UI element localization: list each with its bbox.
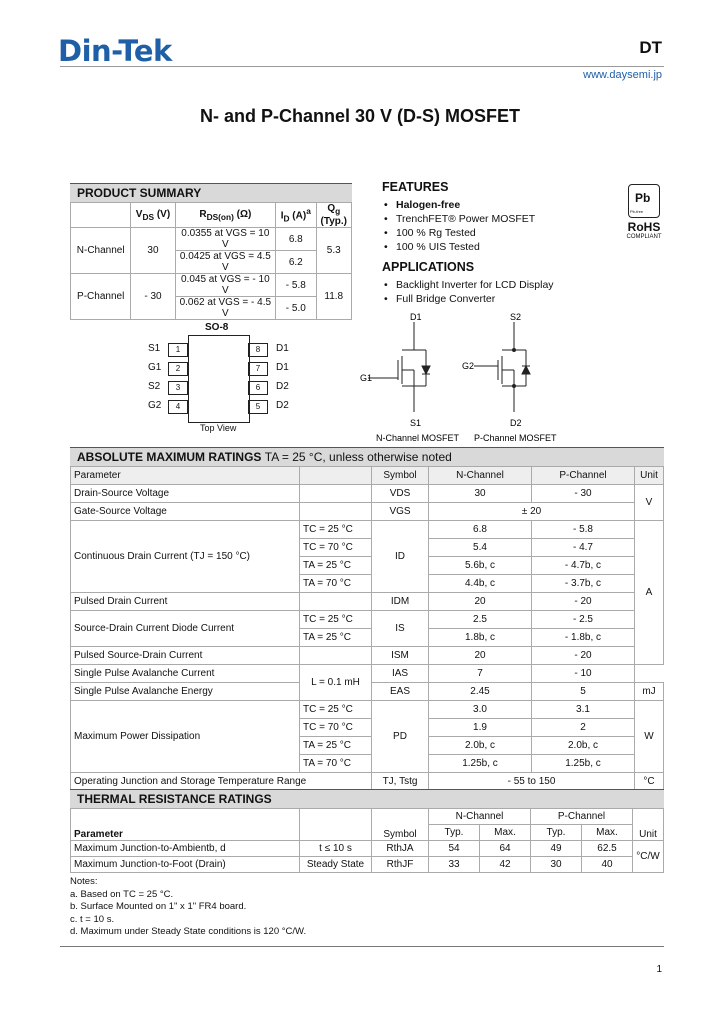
row-symbol: PD (372, 701, 429, 773)
row-unit: V (635, 485, 664, 521)
row-cond: t ≤ 10 s (300, 841, 372, 857)
row-value: 30 (531, 857, 582, 873)
row-param: Single Pulse Avalanche Energy (71, 683, 300, 701)
application-item: • Full Bridge Converter (382, 292, 602, 306)
p-channel-symbol (474, 322, 530, 412)
p-id1: - 5.8 (276, 274, 316, 297)
row-n: 5.6b, c (429, 557, 532, 575)
page-title: N- and P-Channel 30 V (D-S) MOSFET (199, 106, 521, 126)
mosfet-schematics (358, 308, 558, 444)
row-param: Single Pulse Avalanche Current (71, 665, 300, 683)
abs-max-heading (70, 447, 664, 466)
d1-label: D1 (410, 312, 422, 322)
notes (70, 876, 306, 939)
col-p-channel: P-Channel (531, 809, 633, 825)
product-summary-table (70, 202, 352, 320)
thermal-table (70, 808, 664, 873)
row-cond: TA = 25 °C (300, 557, 372, 575)
col-symbol: Symbol (372, 809, 429, 841)
col-p-channel: P-Channel (532, 467, 635, 485)
row-symbol: TJ, Tstg (372, 773, 429, 791)
p-channel-label: P-Channel (71, 274, 131, 320)
row-unit: A (635, 521, 664, 665)
g1-label: G1 (360, 373, 373, 383)
note-item: d. Maximum under Steady State conditions is 120 °C/W. (70, 926, 307, 937)
row-n: 20 (429, 593, 532, 611)
row-p: - 5.8 (532, 521, 635, 539)
pb-free-icon (628, 184, 660, 218)
features-section (382, 180, 602, 306)
p-rds1: 0.045 at VGS = - 10 V (175, 274, 275, 297)
row-cond: TC = 25 °C (300, 521, 372, 539)
row-n: 3.0 (429, 701, 532, 719)
n-rds2: 0.0425 at VGS = 4.5 V (175, 251, 275, 274)
pin-number: 8 (248, 343, 268, 357)
thermal-resistance (70, 789, 664, 873)
col-max: Max. (582, 825, 633, 841)
application-item: • Backlight Inverter for LCD Display (382, 278, 602, 292)
row-p: - 30 (532, 485, 635, 503)
s1-label: S1 (410, 418, 422, 428)
row-cond: TC = 70 °C (300, 539, 372, 557)
row-p: 3.1 (532, 701, 635, 719)
row-param: Maximum Junction-to-Foot (Drain) (71, 857, 300, 873)
col-id: $I_D$ $(A)^a$ (276, 203, 316, 228)
note-item: a. Based on TC = 25 °C. (70, 888, 174, 900)
pin-label: S1 (148, 343, 161, 354)
table-row (71, 857, 664, 873)
row-n: 30 (429, 485, 532, 503)
so8-package (140, 322, 300, 434)
col-max: Max. (480, 825, 531, 841)
row-param: Pulsed Drain Current (71, 593, 300, 611)
row-cond: TC = 70 °C (300, 719, 372, 737)
row-n: 2.0b, c (429, 737, 532, 755)
col-parameter: Parameter (71, 467, 300, 485)
row-param: Source-Drain Current Diode Current (71, 611, 300, 647)
d2-label: D2 (510, 418, 522, 428)
row-param: Operating Junction and Storage Temperature Range (71, 773, 372, 791)
pin-label: D2 (276, 400, 289, 411)
pin-label: D2 (276, 381, 289, 392)
row-n: 1.8b, c (429, 629, 532, 647)
row-param: Gate-Source Voltage (71, 503, 300, 521)
pin-number: 2 (168, 362, 188, 376)
row-value: 40 (582, 857, 633, 873)
row-cond: TC = 25 °C (300, 611, 372, 629)
row-p: - 20 (532, 647, 635, 665)
row-symbol: IDM (372, 593, 429, 611)
header-rule (60, 66, 664, 67)
package-body (188, 335, 250, 423)
row-p: - 4.7b, c (532, 557, 635, 575)
pin-label: S2 (148, 381, 161, 392)
page-number: 1 (656, 964, 662, 975)
row-value: 49 (531, 841, 582, 857)
p-rds2: 0.062 at VGS = - 4.5 V (175, 297, 275, 320)
col-n-channel: N-Channel (429, 809, 531, 825)
pin-number: 4 (168, 400, 188, 414)
note-item: b. Surface Mounted on 1" x 1" FR4 board. (70, 901, 247, 912)
col-symbol: Symbol (372, 467, 429, 485)
row-param: Pulsed Source-Drain Current (71, 647, 300, 665)
row-np: - 55 to 150 (429, 773, 635, 791)
col-rds: $R_{DS(on)}$ (Ω) (175, 203, 275, 228)
row-cond: TC = 25 °C (300, 701, 372, 719)
rohs-label: RoHS (627, 220, 661, 234)
feature-item: • 100 % Rg Tested (382, 226, 602, 240)
col-vds: $V_{DS}$ (V) (131, 203, 175, 228)
row-symbol: EAS (372, 683, 429, 701)
pin-number: 6 (248, 381, 268, 395)
col-typ: Typ. (429, 825, 480, 841)
row-cond: TA = 25 °C (300, 737, 372, 755)
n-qg: 5.3 (316, 228, 351, 274)
table-row (71, 841, 664, 857)
row-value: 64 (480, 841, 531, 857)
row-unit: °C/W (633, 841, 664, 873)
row-p: - 1.8b, c (532, 629, 635, 647)
s2-label: S2 (510, 312, 522, 322)
row-p: 1.25b, c (532, 755, 635, 773)
col-qg: $Q_g$ (Typ.) (316, 203, 351, 228)
row-unit: °C (635, 773, 664, 791)
package-name: SO-8 (205, 322, 229, 333)
n-channel-caption: N-Channel MOSFET (376, 433, 460, 443)
col-parameter: Parameter (71, 809, 300, 841)
row-p: - 4.7 (532, 539, 635, 557)
rohs-compliant: COMPLIANT (626, 234, 662, 240)
row-symbol: ISM (372, 647, 429, 665)
row-n: 20 (429, 647, 532, 665)
pb-text: Pb (635, 191, 651, 205)
row-p: - 20 (532, 593, 635, 611)
row-value: 54 (429, 841, 480, 857)
row-cond: TA = 70 °C (300, 575, 372, 593)
row-p: 5 (532, 683, 635, 701)
row-param: Drain-Source Voltage (71, 485, 300, 503)
row-symbol: VGS (372, 503, 429, 521)
n-channel-symbol (368, 322, 430, 412)
feature-item: • Halogen-free (382, 198, 602, 212)
row-param: Maximum Power Dissipation (71, 701, 300, 773)
notes-heading: Notes: (70, 876, 98, 887)
abs-max-condition: TA = 25 °C, unless otherwise noted (264, 450, 452, 464)
row-unit: mJ (635, 683, 664, 701)
col-unit: Unit (633, 809, 664, 841)
product-summary-heading: PRODUCT SUMMARY (70, 183, 352, 202)
row-p: 2 (532, 719, 635, 737)
abs-max-table (70, 466, 664, 791)
row-n: 5.4 (429, 539, 532, 557)
row-symbol: RthJA (372, 841, 429, 857)
feature-item: • 100 % UIS Tested (382, 240, 602, 254)
row-symbol: IAS (372, 665, 429, 683)
row-symbol: IS (372, 611, 429, 647)
pin-number: 7 (248, 362, 268, 376)
row-cond: Steady State (300, 857, 372, 873)
row-symbol: RthJF (372, 857, 429, 873)
pin-label: D1 (276, 362, 289, 373)
row-n: 4.4b, c (429, 575, 532, 593)
note-item: c. t = 10 s. (70, 913, 115, 925)
feature-item: • TrenchFET® Power MOSFET (382, 212, 602, 226)
pin-number: 5 (248, 400, 268, 414)
row-value: 33 (429, 857, 480, 873)
row-p: - 3.7b, c (532, 575, 635, 593)
row-symbol: VDS (372, 485, 429, 503)
pin-label: D1 (276, 343, 289, 354)
row-unit: W (635, 701, 664, 773)
row-param: Maximum Junction-to-Ambientb, d (71, 841, 300, 857)
row-n: 1.9 (429, 719, 532, 737)
rohs-badge (624, 184, 664, 240)
col-n-channel: N-Channel (429, 467, 532, 485)
n-id2: 6.2 (276, 251, 316, 274)
website-link[interactable]: www.daysemi.jp (583, 69, 662, 81)
row-n: 1.25b, c (429, 755, 532, 773)
g2-label: G2 (462, 361, 475, 371)
row-cond: TA = 70 °C (300, 755, 372, 773)
n-vds: 30 (131, 228, 175, 274)
footer-rule (60, 946, 664, 947)
pin-label: G2 (148, 400, 162, 411)
pin-label: G1 (148, 362, 162, 373)
applications-heading: APPLICATIONS (382, 260, 475, 274)
row-value: 62.5 (582, 841, 633, 857)
row-np: ± 20 (429, 503, 635, 521)
p-id2: - 5.0 (276, 297, 316, 320)
row-p: 2.0b, c (532, 737, 635, 755)
row-p: - 2.5 (532, 611, 635, 629)
absolute-max-ratings (70, 447, 664, 791)
product-summary (70, 183, 352, 320)
row-n: 2.45 (429, 683, 532, 701)
row-p: - 10 (532, 665, 635, 683)
row-value: 42 (480, 857, 531, 873)
row-param: Continuous Drain Current (TJ = 150 °C) (71, 521, 300, 593)
n-id1: 6.8 (276, 228, 316, 251)
p-vds: - 30 (131, 274, 175, 320)
col-unit: Unit (635, 467, 664, 485)
thermal-heading: THERMAL RESISTANCE RATINGS (70, 789, 664, 808)
pin-number: 3 (168, 381, 188, 395)
p-channel-caption: P-Channel MOSFET (474, 433, 557, 443)
n-rds1: 0.0355 at VGS = 10 V (175, 228, 275, 251)
features-heading: FEATURES (382, 180, 449, 194)
p-qg: 11.8 (316, 274, 351, 320)
n-channel-label: N-Channel (71, 228, 131, 274)
row-n: 2.5 (429, 611, 532, 629)
row-n: 7 (429, 665, 532, 683)
row-symbol: ID (372, 521, 429, 593)
abs-max-title: ABSOLUTE MAXIMUM RATINGS (77, 450, 262, 464)
col-typ: Typ. (531, 825, 582, 841)
pb-free-text: Pb-free (630, 209, 644, 214)
pin-number: 1 (168, 343, 188, 357)
row-cond: TA = 25 °C (300, 629, 372, 647)
row-cond: L = 0.1 mH (300, 665, 372, 701)
brand-logo: Din-Tek (58, 34, 172, 68)
top-view-label: Top View (200, 423, 237, 433)
model-name: DT (639, 38, 662, 57)
row-n: 6.8 (429, 521, 532, 539)
